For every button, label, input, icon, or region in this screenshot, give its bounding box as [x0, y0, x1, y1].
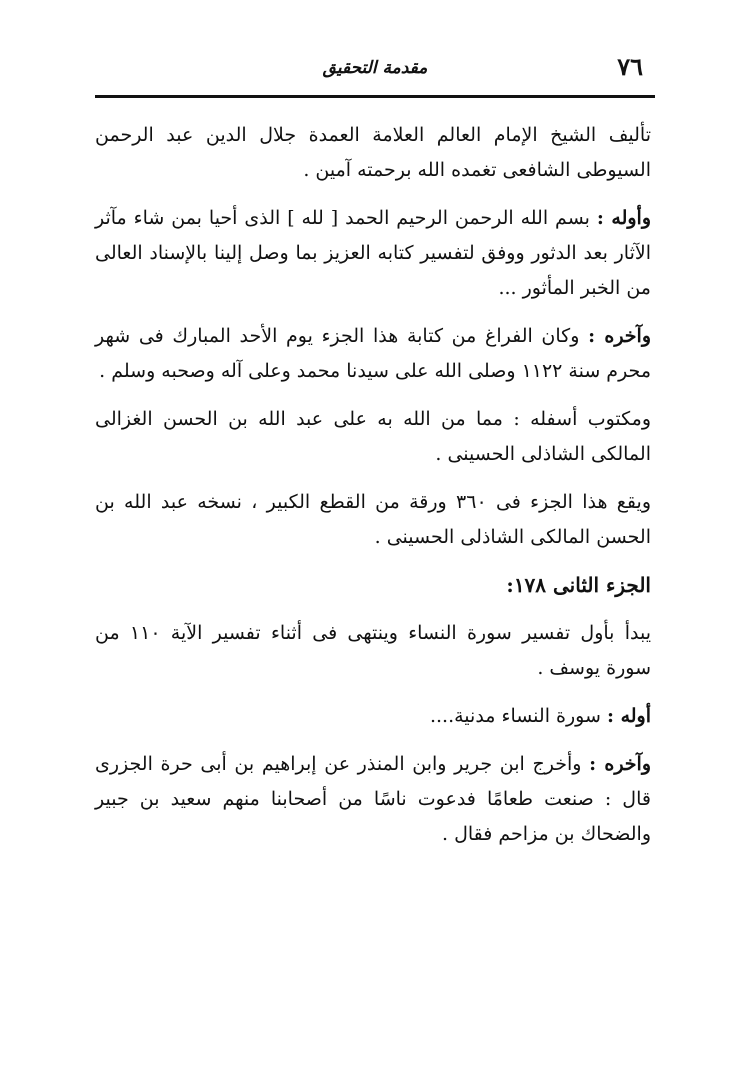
paragraph-text: يبدأ بأول تفسير سورة النساء وينتهى فى أثناء تفسير الآية ١١٠ من سورة يوسف . — [95, 622, 651, 679]
paragraph-text: تأليف الشيخ الإمام العالم العلامة العمدة جلال الدين عبد الرحمن السيوطى الشافعى تغمده الله برحمته آمين . — [95, 124, 651, 181]
paragraph-text: ويقع هذا الجزء فى ٣٦٠ ورقة من القطع الكبير ، نسخه عبد الله بن الحسن المالكى الشاذلى الحسينى . — [95, 491, 651, 548]
header-rule — [95, 95, 655, 98]
paragraph-text: سورة النساء مدنية.... — [429, 705, 601, 727]
paragraph-lead: وآخره : — [588, 325, 651, 347]
paragraph-lead: وآخره : — [589, 753, 652, 775]
paragraph-beginning — [95, 201, 651, 306]
page-number: ٧٦ — [617, 52, 643, 81]
paragraph-author — [95, 118, 651, 188]
paragraph-ending — [95, 319, 651, 389]
paragraph-description — [95, 485, 651, 555]
paragraph-text: بسم الله الرحمن الرحيم الحمد [ لله ] الذى أحيا بمن شاء مآثر الآثار بعد الدثور ووفق لتفسير كتابه العزيز بما وصل إلينا بالإسناد العالى من الخبر المأثور ... — [95, 207, 651, 299]
paragraph-scope — [95, 616, 651, 686]
page-header — [95, 52, 655, 96]
paragraph-colophon — [95, 402, 651, 472]
page-body — [95, 118, 651, 865]
paragraph-section-beginning — [95, 699, 651, 734]
running-title: مقدمة التحقيق — [322, 58, 428, 78]
paragraph-text: ومكتوب أسفله : مما من الله به على عبد الله بن الحسن الغزالى المالكى الشاذلى الحسينى . — [95, 408, 651, 465]
paragraph-section-ending — [95, 747, 651, 852]
paragraph-lead: أوله : — [606, 705, 651, 727]
paragraph-text: وأخرج ابن جرير وابن المنذر عن إبراهيم بن أبى حرة الجزرى قال : صنعت طعامًا فدعوت ناسًا من أصحابنا منهم سعيد بن جبير والضحاك بن مزاحم فقال . — [95, 753, 651, 845]
section-heading: الجزء الثانى ١٧٨: — [506, 573, 651, 597]
paragraph-lead: وأوله : — [596, 207, 652, 229]
paragraph-text: وكان الفراغ من كتابة هذا الجزء يوم الأحد المبارك فى شهر محرم سنة ١١٢٢ وصلى الله على سيدنا محمد وعلى آله وصحبه وسلم . — [95, 325, 651, 382]
